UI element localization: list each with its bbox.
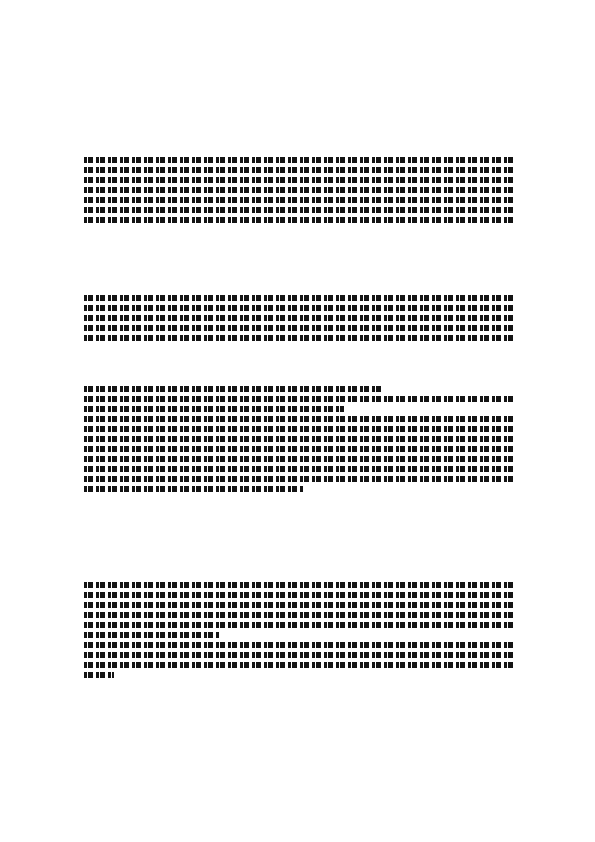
paragraph-line [84, 215, 514, 225]
paragraph-line [84, 195, 514, 205]
paragraph-line [84, 630, 514, 640]
paragraph-line [84, 610, 514, 620]
paragraph-line [84, 185, 514, 195]
paragraph-line [84, 640, 514, 650]
paragraph-line [84, 404, 514, 414]
paragraph-line [84, 670, 514, 680]
paragraph-line [84, 620, 514, 630]
paragraph-line [84, 165, 514, 175]
paragraph-line [84, 384, 514, 394]
paragraph-line [84, 484, 514, 494]
paragraph-line [84, 333, 514, 343]
paragraph-line [84, 650, 514, 660]
paragraph-line [84, 660, 514, 670]
paragraph-line [84, 175, 514, 185]
paragraph-line [84, 580, 514, 590]
paragraph-line [84, 464, 514, 474]
paragraph-line [84, 303, 514, 313]
paragraph-line [84, 590, 514, 600]
paragraph-line [84, 600, 514, 610]
paragraph-4 [84, 580, 514, 680]
paragraph-line [84, 424, 514, 434]
paragraph-line [84, 414, 514, 424]
paragraph-3 [84, 384, 514, 494]
paragraph-line [84, 434, 514, 444]
paragraph-1 [84, 155, 514, 225]
paragraph-line [84, 313, 514, 323]
paragraph-line [84, 293, 514, 303]
paragraph-line [84, 454, 514, 464]
paragraph-line [84, 394, 514, 404]
document-title [150, 95, 450, 107]
paragraph-line [84, 155, 514, 165]
paragraph-line [84, 205, 514, 215]
paragraph-line [84, 474, 514, 484]
paragraph-2 [84, 293, 514, 343]
paragraph-line [84, 323, 514, 333]
paragraph-line [84, 444, 514, 454]
